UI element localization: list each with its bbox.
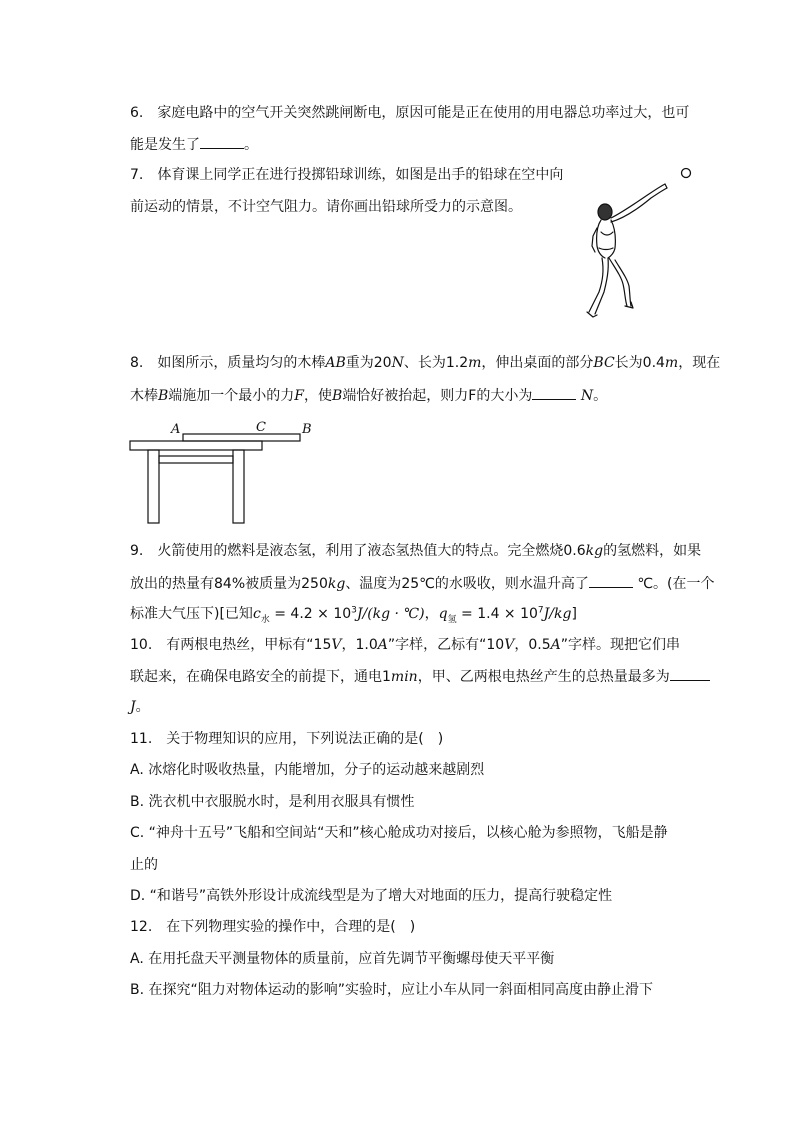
math-symbol: q [438,606,448,622]
q10-line-2 [130,666,710,687]
math-number: 1 [382,669,391,685]
q9-text: 、温度为 [345,576,402,592]
math-number: 0.5 [528,637,551,653]
q11-option-b[interactable] [130,792,415,812]
q12-stem [130,917,415,937]
q6-text-1: 6. 家庭电路中的空气开关突然跳闸断电，原因可能是正在使用的用电器总功率过大，也可 [130,105,690,121]
q7-line-1 [130,165,563,185]
math-number: 0.6 [563,543,586,559]
answer-blank [589,573,633,588]
answer-blank [200,134,244,149]
athlete-figure [587,184,667,317]
math-number: 0.4 [642,355,665,371]
table-leg-right [233,450,244,523]
q7-text-1: 7. 体育课上同学正在进行投掷铅球训练，如图是出手的铅球在空中向 [130,167,564,183]
math-number: = 4.2 × 10 [269,606,352,622]
math-unit: V [331,637,342,653]
q9-text: ] [571,606,577,622]
math-number: 84% [214,576,246,592]
math-number: 15 [313,637,332,653]
math-symbol: AB [325,355,346,371]
q8-text: 重为 [345,355,374,371]
q11-option-b-text: B. 洗衣机中衣服脱水时，是利用衣服具有惯性 [130,794,415,810]
q6-line-2 [130,134,258,155]
q8-text: ，伸出桌面的部分 [481,355,594,371]
q8-text: 端恰好被抬起，则力F的大小为 [342,388,533,404]
q10-text: 。 [135,699,150,715]
q11-option-a-text: A. 冰熔化时吸收热量，内能增加，分子的运动越来越剧烈 [130,762,485,778]
q8-text: 木棒 [130,388,158,404]
q9-text: 被质量为 [245,576,302,592]
shot-put-ball [682,169,691,178]
q8-text: 。 [593,388,608,404]
q6-text-2: 能是发生了 [130,137,200,153]
q9-text: 标准大气压下)[已知 [130,606,253,622]
label-a: A [171,422,181,437]
math-unit: m [664,355,679,371]
q11-stem-text: 11. 关于物理知识的应用，下列说法正确的是( ) [130,731,444,747]
math-unit: min [390,669,418,685]
q12-option-a-text: A. 在用托盘天平测量物体的质量前，应首先调节平衡螺母使天平平衡 [130,951,555,967]
shot-put-figure [575,160,700,320]
q9-line-2 [130,573,715,594]
math-number: = 1.4 × 10 [456,606,538,622]
wooden-rod [183,434,300,441]
q9-text: 的水吸收，则水温升高了 [434,576,589,592]
q11-stem [130,729,443,749]
math-symbol: B [332,388,343,404]
table-leg-left [148,450,159,523]
q11-option-c-text-2: 止的 [130,857,158,873]
q10-line-3 [130,697,150,717]
math-number: 250 [301,576,328,592]
math-number: 25℃ [401,576,435,592]
q11-option-c-text: C. “神舟十五号”飞船和空间站“天和”核心舱成功对接后，以核心舱为参照物，飞船是静 [130,825,668,841]
table-top [130,441,262,450]
q12-stem-text: 12. 在下列物理实验的操作中，合理的是( ) [130,919,416,935]
q11-option-d-text: D. “和谐号”高铁外形设计成流线型是为了增大对地面的压力，提高行驶稳定性 [130,888,613,904]
math-symbol: F [294,388,305,404]
q9-text: ， [424,606,439,622]
table-rod-figure [125,418,325,528]
q9-text: 9. 火箭使用的燃料是液态氢，利用了液态氢热值大的特点。完全燃烧 [130,543,564,559]
q10-text: ，甲、乙两根电热丝产生的总热量最多为 [417,669,670,685]
q10-text: 10. 有两根电热丝，甲标有“ [130,637,314,653]
answer-blank [532,385,576,400]
math-symbol: c [252,606,261,622]
math-unit: A [377,637,388,653]
q11-option-c[interactable] [130,823,668,843]
q8-text: 长为 [614,355,643,371]
math-unit: J/(kg · ℃) [356,606,425,622]
q12-option-b-text: B. 在探究“阻力对物体运动的影响”实验时，应让小车从同一斜面相同高度由静止滑下 [130,982,654,998]
q10-text: ， [514,637,529,653]
math-exponent: 3 [351,605,357,616]
math-subscript: 水 [260,614,270,625]
q8-text: ，使 [304,388,333,404]
q9-text: 放出的热量有 [130,576,214,592]
math-number: 1.0 [355,637,378,653]
math-unit: kg [327,576,346,592]
q11-option-a[interactable] [130,760,484,780]
q8-line-1 [130,353,720,373]
math-number: 20 [373,355,392,371]
math-exponent: 7 [537,605,544,616]
q10-text: ， [341,637,356,653]
table-crossbar [159,456,233,463]
q9-line-1 [130,541,701,561]
q9-line-3 [130,604,577,624]
q10-text: ”字样，乙标有“ [387,637,487,653]
math-unit: N [580,388,594,404]
math-unit: kg [585,543,604,559]
q6-line-1 [130,103,689,123]
q10-text: 联起来，在确保电路安全的前提下，通电 [130,669,382,685]
math-subscript: 氢 [447,614,457,625]
q11-option-d[interactable] [130,886,612,906]
q9-text: 的氢燃料，如果 [603,543,702,559]
math-unit: m [468,355,482,371]
q8-text: 8. 如图所示，质量均匀的木棒 [130,355,326,371]
q12-option-b[interactable] [130,980,653,1000]
q8-text: 端施加一个最小的力 [168,388,295,404]
math-unit: J/kg [543,606,572,622]
q7-text-2: 前运动的情景，不计空气阻力。请你画出铅球所受力的示意图。 [130,199,522,215]
q9-text: ℃。(在一个 [637,576,715,592]
math-symbol: B [158,388,169,404]
q10-text: ”字样。现把它们串 [560,637,680,653]
math-unit: J [130,699,136,715]
q8-text: ，现在 [678,355,721,371]
math-unit: A [550,637,561,653]
label-c: C [256,420,266,435]
q8-line-2 [130,385,607,406]
q8-text: 、长为 [403,355,446,371]
q10-line-1 [130,635,680,655]
math-unit: V [504,637,515,653]
q12-option-a[interactable] [130,949,554,969]
label-b: B [302,422,312,437]
math-symbol: BC [593,355,615,371]
math-number: 1.2 [445,355,469,371]
q11-option-c-cont [130,855,158,875]
answer-blank [670,666,710,681]
math-number: 10 [486,637,505,653]
math-unit: N [391,355,404,371]
q6-text-3: 。 [244,137,258,153]
q7-line-2 [130,197,522,217]
